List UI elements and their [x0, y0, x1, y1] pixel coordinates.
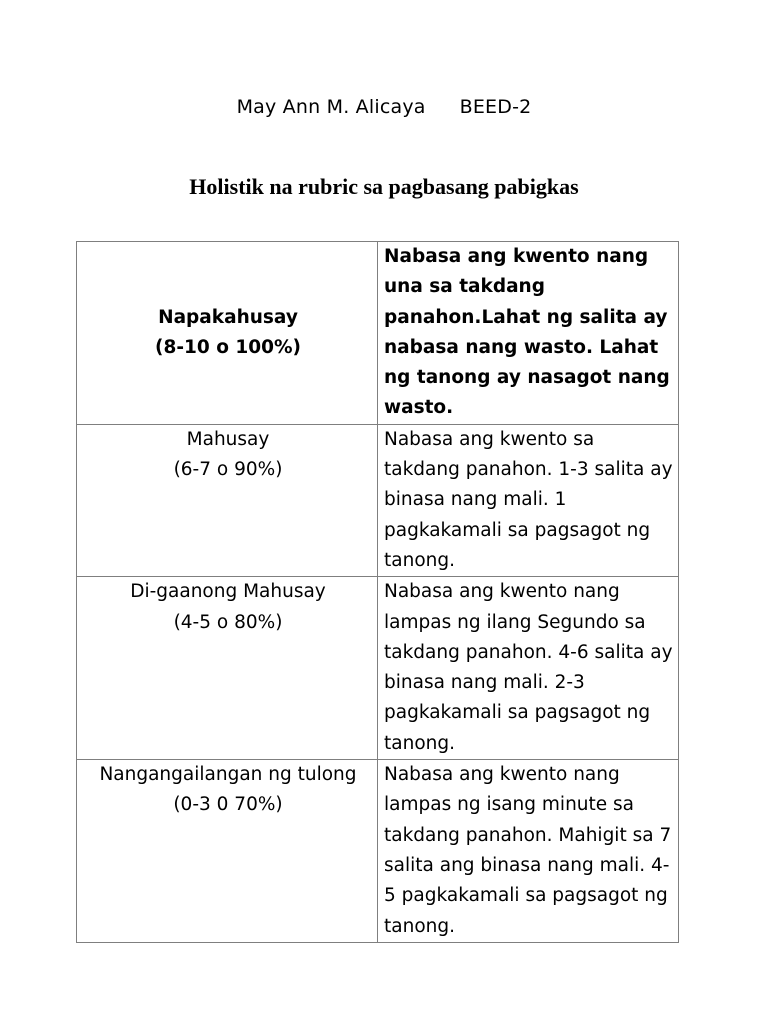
level-score: (6-7 o 90%) — [173, 459, 283, 481]
level-cell — [77, 577, 378, 760]
level-cell — [77, 424, 378, 576]
level-name: Mahusay — [186, 428, 270, 450]
level-name: Di-gaanong Mahusay — [130, 581, 326, 603]
level-description: Nabasa ang kwento nang lampas ng isang minute sa takdang panahon. Mahigit sa 7 salita ang binasa nang mali. 4-5 pagkakamali sa pagsagot ng tanong. — [378, 760, 679, 943]
level-name: Nangangailangan ng tulong — [99, 764, 357, 786]
level-description: Nabasa ang kwento sa takdang panahon. 1-3 salita ay binasa nang mali. 1 pagkakamali sa pagsagot ng tanong. — [378, 424, 679, 576]
level-description: Nabasa ang kwento nang lampas ng ilang Segundo sa takdang panahon. 4-6 salita ay binasa nang mali. 2-3 pagkakamali sa pagsagot ng tanong. — [378, 577, 679, 760]
level-name: Napakahusay — [158, 306, 298, 328]
level-cell — [77, 760, 378, 943]
level-score: (4-5 o 80%) — [173, 611, 283, 633]
level-score: (8-10 o 100%) — [155, 336, 301, 358]
author-name: May Ann M. Alicaya — [236, 96, 426, 118]
author-line — [0, 96, 768, 118]
rubric-row — [77, 760, 679, 943]
level-description: Nabasa ang kwento nang una sa takdang panahon.Lahat ng salita ay nabasa nang wasto. Lahat ng tanong ay nasagot nang wasto. — [378, 242, 679, 425]
rubric-row — [77, 424, 679, 576]
rubric-row — [77, 577, 679, 760]
course-label: BEED-2 — [459, 96, 532, 118]
page-title: Holistik na rubric sa pagbasang pabigkas — [189, 174, 579, 199]
level-cell — [77, 242, 378, 425]
level-score: (0-3 0 70%) — [173, 794, 283, 816]
rubric-row — [77, 242, 679, 425]
rubric-table — [76, 241, 679, 943]
